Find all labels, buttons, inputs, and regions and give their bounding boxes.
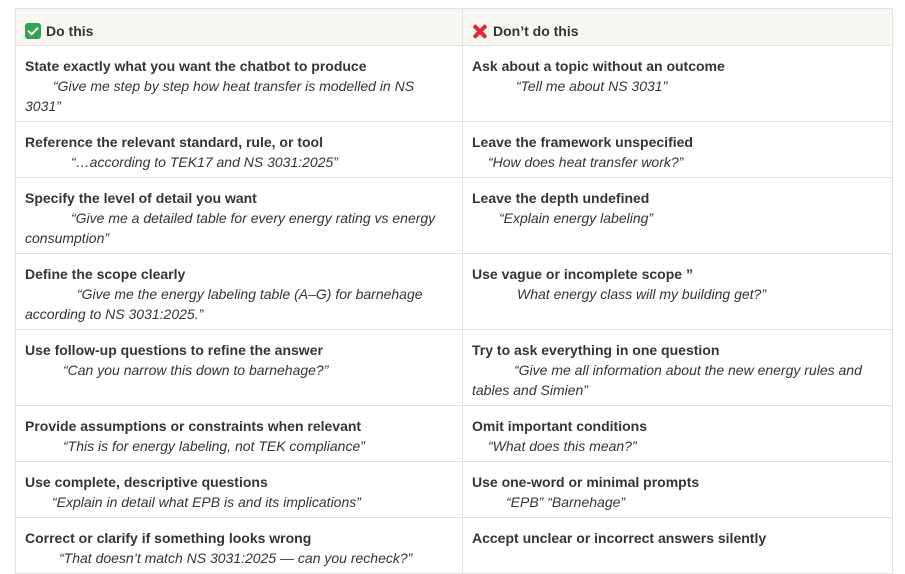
do-example: “Give me step by step how heat transfer is modelled in NS 3031” [25,78,415,114]
do-example: “This is for energy labeling, not TEK compliance” [63,438,365,454]
table-row [16,406,893,462]
do-example: “Give me a detailed table for every energy rating vs energy consumption” [25,210,436,246]
guidelines-table [15,8,893,574]
dont-example: “Tell me about NS 3031” [516,78,668,94]
do-example: “Give me the energy labeling table (A–G) for barnehage according to NS 3031:2025.” [25,286,423,322]
dont-cell [463,518,893,573]
dont-cell [463,462,893,517]
dont-title: Use one-word or minimal prompts [472,474,700,490]
do-title: Correct or clarify if something looks wrong [25,530,312,546]
dont-cell [463,46,893,121]
do-cell [16,46,463,121]
check-mark-icon [25,23,41,39]
dont-title: Ask about a topic without an outcome [472,58,725,74]
dont-title: Omit important conditions [472,418,647,434]
dont-title: Leave the framework unspecified [472,134,693,150]
dont-header-cell [463,9,893,45]
table-header-row [16,9,893,46]
dont-example: “What does this mean?” [488,438,637,454]
do-title: State exactly what you want the chatbot to produce [25,58,367,74]
dont-cell [463,330,893,405]
table-row [16,122,893,178]
do-title: Use follow-up questions to refine the answer [25,342,323,358]
table-row [16,46,893,122]
do-cell [16,406,463,461]
table-row [16,254,893,330]
dont-example: “How does heat transfer work?” [488,154,684,170]
do-title: Provide assumptions or constraints when relevant [25,418,362,434]
dont-cell [463,406,893,461]
dont-example: “EPB” “Barnehage” [506,494,626,510]
do-example: “Can you narrow this down to barnehage?” [63,362,329,378]
dont-cell [463,178,893,253]
table-row [16,518,893,574]
do-example: “That doesn’t match NS 3031:2025 — can you recheck?” [59,550,413,566]
do-cell [16,254,463,329]
do-title: Use complete, descriptive questions [25,474,268,490]
do-example: “Explain in detail what EPB is and its implications” [52,494,361,510]
table-row [16,462,893,518]
do-example: “…according to TEK17 and NS 3031:2025” [71,154,338,170]
do-cell [16,462,463,517]
dont-header-label: Don’t do this [493,23,579,39]
do-title: Specify the level of detail you want [25,190,257,206]
do-cell [16,122,463,177]
dont-title: Use vague or incomplete scope ” [472,266,693,282]
do-title: Reference the relevant standard, rule, or tool [25,134,323,150]
do-cell [16,178,463,253]
dont-example: “Give me all information about the new energy rules and tables and Simien” [472,362,862,398]
dont-title: Accept unclear or incorrect answers silently [472,530,767,546]
dont-cell [463,254,893,329]
do-header-label: Do this [46,23,94,39]
dont-title: Try to ask everything in one question [472,342,720,358]
dont-example: “Explain energy labeling” [499,210,654,226]
do-cell [16,518,463,573]
dont-cell [463,122,893,177]
do-cell [16,330,463,405]
table-row [16,178,893,254]
dont-title: Leave the depth undefined [472,190,650,206]
do-title: Define the scope clearly [25,266,186,282]
cross-mark-icon [472,23,488,39]
do-header-cell [16,9,463,45]
table-row [16,330,893,406]
dont-example: What energy class will my building get?” [517,286,766,302]
